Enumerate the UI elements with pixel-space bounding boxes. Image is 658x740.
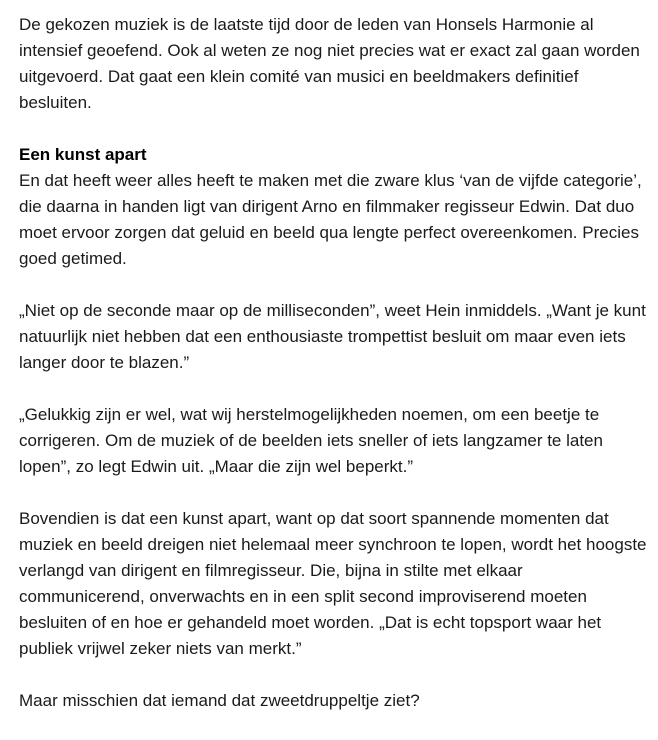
article-paragraph: De gekozen muziek is de laatste tijd door de leden van Honsels Harmonie al intensief geoefend. Ook al weten ze nog niet precies wat er exact zal gaan worden uitgevoerd. Dat gaat een klein comité van musici en beeldmakers definitief besluiten. <box>19 15 640 112</box>
article-body <box>19 12 649 740</box>
article-paragraph: „Niet op de seconde maar op de milliseconden”, weet Hein inmiddels. „Want je kunt natuurlijk niet hebben dat een enthousiaste trompettist besluit om maar even iets langer door te blazen.” <box>19 301 646 372</box>
article-paragraph: Bovendien is dat een kunst apart, want op dat soort spannende momenten dat muziek en beeld dreigen niet helemaal meer synchroon te lopen, wordt het hoogste verlangd van dirigent en filmregisseur. Die, bijna in stilte met elkaar communicerend, onverwachts en in een split second improviserend moeten besluiten of en hoe er gehandeld moet worden. „Dat is echt topsport waar het publiek vrijwel zeker niets van merkt.” <box>19 509 647 658</box>
article-paragraph: Maar misschien dat iemand dat zweetdruppeltje ziet? <box>19 691 420 710</box>
article-paragraph: „Gelukkig zijn er wel, wat wij herstelmogelijkheden noemen, om een beetje te corrigeren. Om de muziek of de beelden iets sneller of iets langzamer te laten lopen”, zo legt Edwin uit. „Maar die zijn wel beperkt.” <box>19 405 603 476</box>
article-paragraph: En dat heeft weer alles heeft te maken met die zware klus ‘van de vijfde categorie’, die daarna in handen ligt van dirigent Arno en filmmaker regisseur Edwin. Dat duo moet ervoor zorgen dat geluid en beeld qua lengte perfect overeenkomen. Precies goed getimed. <box>19 171 642 268</box>
section-heading: Een kunst apart <box>19 145 147 164</box>
